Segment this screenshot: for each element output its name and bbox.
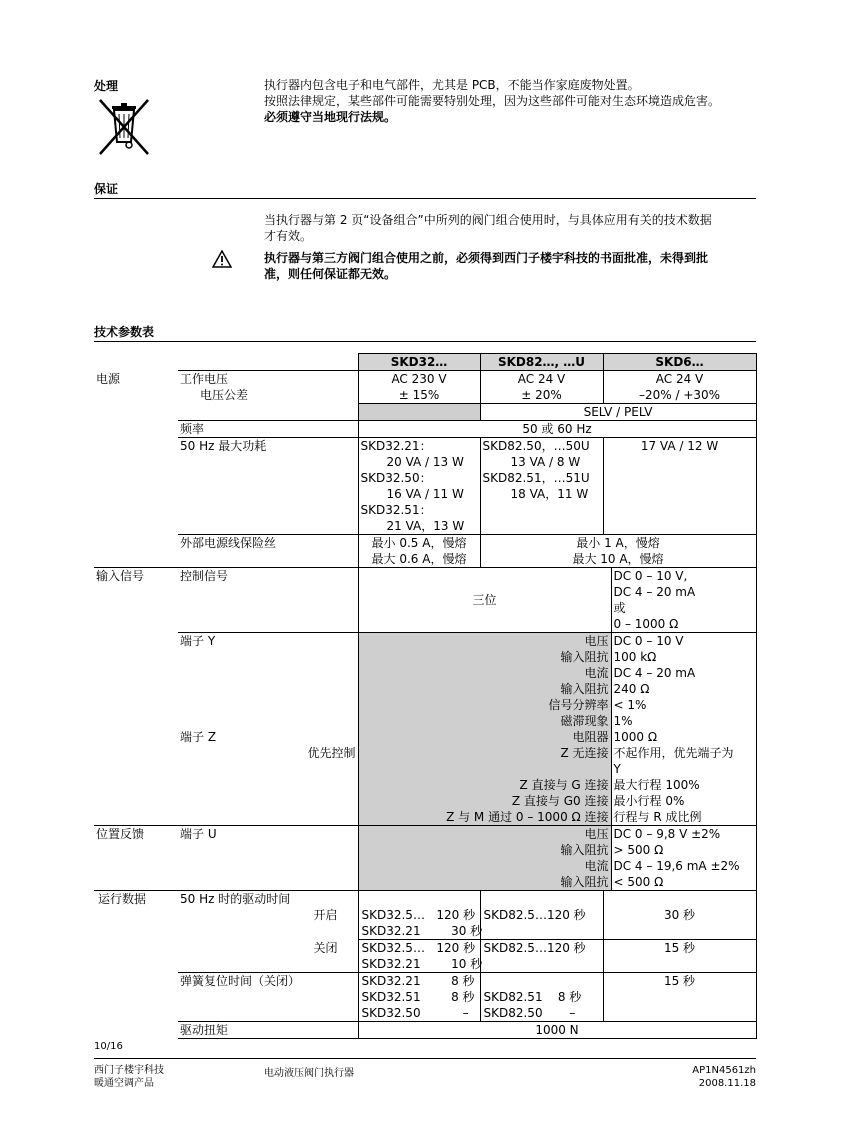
- row-label: 驱动扭矩: [178, 1022, 358, 1039]
- row-label: 外部电源线保险丝: [178, 535, 358, 568]
- row-label: 频率: [178, 421, 358, 438]
- cell-value: SKD82.5…120 秒: [480, 940, 603, 973]
- terminal-values: DC 0 – 10 V 100 kΩ DC 4 – 20 mA 240 Ω < 1% 1% 1000 Ω 不起作用，优先端子为 Y 最大行程 100% 最小行程 0% 行程与 R 成比例: [611, 633, 756, 826]
- divider: [94, 341, 756, 342]
- cell-value: SKD32.5… 120 秒 SKD32.21 10 秒: [358, 940, 480, 973]
- group-power: 电源: [96, 371, 121, 386]
- disposal-line: 按照法律规定，某些部件可能需要特别处理，因为这些部件可能对生态环境造成危害。: [264, 94, 721, 108]
- table-row: [94, 891, 756, 908]
- cell-value: SKD32.21 8 秒 SKD32.51 8 秒 SKD32.50 –: [358, 973, 480, 1022]
- row-label: 50 Hz 最大功耗: [178, 438, 358, 535]
- group-operation: 运行数据: [94, 891, 178, 973]
- row-label: 工作电压 电压公差: [178, 371, 358, 404]
- cell-value: 最小 0.5 A，慢熔 最大 0.6 A，慢熔: [358, 535, 480, 568]
- cell-value: 17 VA / 12 W: [603, 438, 756, 535]
- weee-bin-icon: [96, 96, 152, 161]
- table-row: [94, 535, 756, 568]
- specs-heading: 技术参数表: [94, 325, 155, 339]
- row-label: 关闭: [313, 940, 338, 955]
- warning-line: 执行器与第三方阀门组合使用之前，必须得到西门子楼宇科技的书面批准，未得到批: [264, 251, 709, 265]
- table-row: [94, 404, 756, 421]
- specs-table: [94, 353, 757, 1039]
- group-feedback: 位置反馈: [94, 826, 178, 891]
- cell-value: SKD32.21： 20 VA / 13 W SKD32.50： 16 VA / 11 W SKD32.51： 21 VA，13 W: [358, 438, 480, 535]
- footer-doc-title: 电动液压阀门执行器: [264, 1068, 354, 1079]
- cell-value: AC 24 V –20% / +30%: [603, 371, 756, 404]
- divider: [94, 198, 756, 199]
- divider: [94, 1058, 756, 1059]
- cell-value: SKD82.50，…50U 13 VA / 8 W SKD82.51，…51U 18 VA，11 W: [480, 438, 603, 535]
- company-name: 西门子楼宇科技: [94, 1065, 164, 1076]
- company-division: 暖通空调产品: [94, 1078, 154, 1089]
- table-row: [94, 633, 756, 826]
- doc-date: 2008.11.18: [698, 1078, 756, 1089]
- terminal-labels: 电压 输入阻抗 电流 输入阻抗 信号分辨率 磁滞现象 电阻器 Z 无连接 Z 直接与 G 连接 Z 直接与 G0 连接 Z 与 M 通过 0 – 1000 Ω 连接: [358, 633, 611, 826]
- row-label: 控制信号: [178, 568, 358, 633]
- cell-value: AC 24 V ± 20%: [480, 371, 603, 404]
- table-row: [94, 907, 756, 940]
- cell-value: 三位: [358, 568, 611, 633]
- terminal-labels: 电压 输入阻抗 电流 输入阻抗: [358, 826, 611, 891]
- table-row: [94, 438, 756, 535]
- disposal-line: 必须遵守当地现行法规。: [264, 110, 397, 124]
- cell-value: AC 230 V ± 15%: [358, 371, 480, 404]
- cell-value: SKD82.5…120 秒: [480, 907, 603, 940]
- disposal-heading: 处理: [94, 79, 119, 93]
- table-row: [94, 1022, 756, 1039]
- table-row: [94, 940, 756, 973]
- cell-value: SKD82.51 8 秒 SKD82.50 –: [480, 973, 603, 1022]
- row-label: 端子 U: [178, 826, 358, 891]
- warning-icon: [212, 250, 232, 271]
- warranty-warning: [264, 250, 708, 282]
- warranty-line: 当执行器与第 2 页“设备组合”中所列的阀门组合使用时，与具体应用有关的技术数据: [264, 213, 712, 227]
- cell-value: 30 秒: [603, 907, 756, 940]
- terminal-values: DC 0 – 9,8 V ±2% > 500 Ω DC 4 – 19,6 mA ±2% < 500 Ω: [611, 826, 756, 891]
- doc-code: AP1N4561zh: [692, 1065, 756, 1076]
- cell-value: 15 秒: [603, 973, 756, 1022]
- warranty-heading: 保证: [94, 182, 119, 196]
- footer-doc-info: [692, 1064, 756, 1090]
- cell-value: 15 秒: [603, 940, 756, 973]
- cell-value: 1000 N: [358, 1022, 756, 1039]
- footer-company: [94, 1064, 164, 1090]
- table-row: [94, 826, 756, 891]
- row-label: 开启: [313, 908, 338, 922]
- table-header-row: [94, 354, 756, 371]
- col-header-skd82: SKD82…, …U: [480, 354, 603, 371]
- cell-value: SELV / PELV: [480, 404, 756, 421]
- table-row: [94, 421, 756, 438]
- page-number: 10/16: [94, 1041, 123, 1052]
- warranty-line: 才有效。: [264, 229, 313, 243]
- cell-empty: [358, 404, 480, 421]
- row-label: 端子 Y 端子 Z 优先控制: [178, 633, 358, 826]
- cell-value: 50 或 60 Hz: [358, 421, 756, 438]
- cell-value: SKD32.5… 120 秒 SKD32.21 30 秒: [358, 907, 480, 940]
- warning-line: 准，则任何保证都无效。: [264, 267, 397, 281]
- table-row: [94, 371, 756, 404]
- col-header-skd6: SKD6…: [603, 354, 756, 371]
- row-label: 弹簧复位时间（关闭）: [178, 973, 358, 1022]
- group-input: 输入信号: [94, 568, 178, 633]
- col-header-skd32: SKD32…: [358, 354, 480, 371]
- warranty-text: [264, 212, 712, 244]
- table-row: [94, 568, 756, 633]
- disposal-text: [264, 77, 720, 125]
- row-label: 50 Hz 时的驱动时间: [178, 891, 358, 908]
- cell-value: 最小 1 A，慢熔 最大 10 A，慢熔: [480, 535, 756, 568]
- disposal-line: 执行器内包含电子和电气部件，尤其是 PCB，不能当作家庭废物处置。: [264, 78, 640, 92]
- cell-value: DC 0 – 10 V, DC 4 – 20 mA 或 0 – 1000 Ω: [611, 568, 756, 633]
- table-row: [94, 973, 756, 1022]
